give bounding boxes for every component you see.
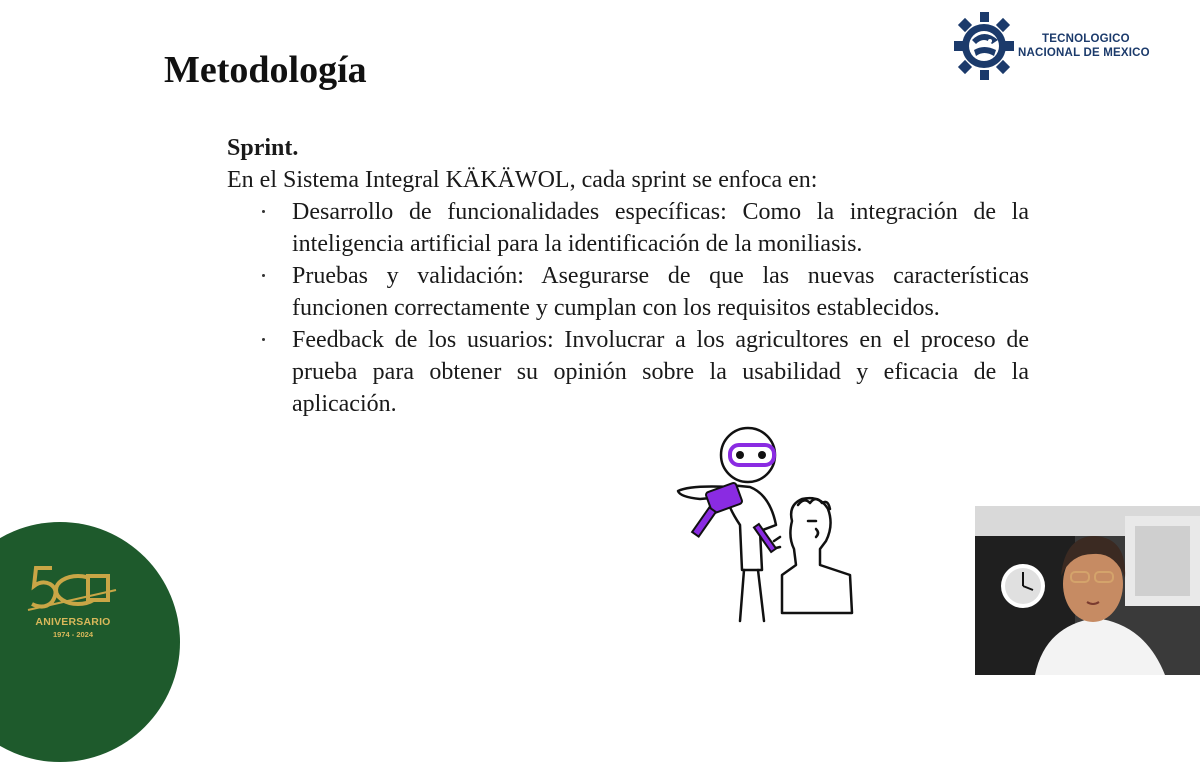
anniversary-circle <box>0 522 180 762</box>
bullet-dot-icon <box>262 274 265 277</box>
bullet-text: Desarrollo de funcionalidades específicas: Como la integración de la inteligencia artificial para la identificación de la moniliasis. <box>292 199 1029 257</box>
logo-line-2: NACIONAL DE MEXICO <box>1018 47 1150 59</box>
bullet-text: Pruebas y validación: Asegurarse de que las nuevas características funcionen correctamente y cumplan con los requisitos establecidos. <box>292 263 1029 321</box>
section-title: Sprint. <box>227 135 299 161</box>
bullet-text: Feedback de los usuarios: Involucrar a los agricultores en el proceso de prueba para obtener su opinión sobre la usabilidad y eficacia de la aplicación. <box>292 327 1029 417</box>
bullet-item <box>227 260 1029 324</box>
bullet-dot-icon <box>262 210 265 213</box>
tecnm-logo <box>954 10 1154 82</box>
bullet-item <box>227 324 1029 420</box>
logo-line-1: TECNOLOGICO <box>1042 33 1130 45</box>
slide-content <box>227 132 1029 420</box>
anniversary-years: 1974 - 2024 <box>52 630 94 639</box>
slide-title: Metodología <box>164 49 367 91</box>
presenter-video-feed <box>975 506 1200 675</box>
anniversary-label: ANIVERSARIO <box>35 616 111 628</box>
presenter-webcam-image <box>975 506 1200 675</box>
bullet-item <box>227 196 1029 260</box>
bullet-dot-icon <box>262 338 265 341</box>
fifty-anniversary-icon <box>22 560 122 620</box>
sculptor-illustration <box>670 425 870 625</box>
intro-text: En el Sistema Integral KÄKÄWOL, cada sprint se enfoca en: <box>227 167 818 193</box>
tecnm-gear-icon <box>954 10 1016 82</box>
bullet-list <box>227 196 1029 420</box>
